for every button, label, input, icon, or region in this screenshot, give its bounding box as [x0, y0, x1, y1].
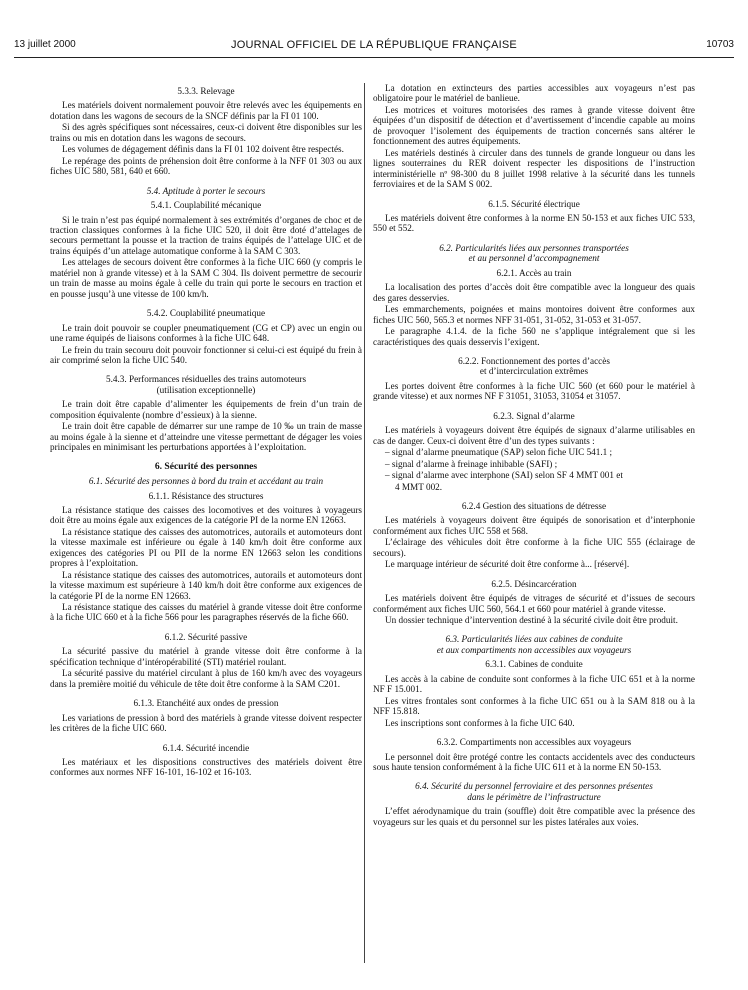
section-heading: et aux compartiments non accessibles aux voyageurs [436, 644, 632, 655]
paragraph: Si des agrès spécifiques sont nécessaires, ceux-ci doivent être disponibles sur les trains ou mis en dotation dans les wagons de secours. [50, 122, 362, 143]
paragraph: Les attelages de secours doivent être conformes à la fiche UIC 660 (y compris le matériel non à grande vitesse) et à la SAM C 304. Ils doivent permettre de secourir un train de masse au moins égale à celle du train qui porte le secours en traction et en pousse jusqu’à une vitesse de 100 km/h. [50, 257, 362, 299]
section-heading: 6.1.2. Sécurité passive [164, 631, 248, 642]
page-number: 10703 [706, 39, 734, 50]
section-heading: et d’intercirculation extrêmes [479, 366, 589, 377]
paragraph: Un dossier technique d’intervention destiné à la sécurité civile doit être produit. [385, 615, 678, 626]
paragraph: Le repérage des points de préhension doit être conforme à la NFF 01 303 ou aux fiches UIC 580, 581, 640 et 660. [50, 155, 362, 177]
page-header [14, 39, 734, 55]
section-heading: 6. Sécurité des personnes [154, 460, 258, 472]
section-heading: et au personnel d’accompagnement [468, 253, 600, 264]
paragraph: La sécurité passive du matériel à grande vitesse doit être conforme à la spécification technique d’intéropérabilité (STI) matériel roulant. [50, 646, 362, 667]
paragraph: Le train doit pouvoir se coupler pneumatiquement (CG et CP) avec un engin ou une rame équipés de liaisons conformes à la fiche UIC 648. [50, 322, 362, 344]
section-heading: 6.2.3. Signal d’alarme [493, 410, 575, 421]
section-heading: 6.1.5. Sécurité électrique [488, 198, 580, 209]
paragraph: Le paragraphe 4.1.4. de la fiche 560 ne s’applique intégralement que si les caractéristiques des quais desservis l’exigent. [373, 326, 695, 347]
section-heading: 6.3. Particularités liées aux cabines de conduite [445, 634, 623, 645]
paragraph: Les matériels à voyageurs doivent être équipés de signaux d’alarme utilisables en cas de danger. Ceux-ci doivent être d’un des types suivants : [373, 425, 695, 446]
section-heading: 6.2.1. Accès au train [496, 267, 572, 278]
paragraph: Les emmarchements, poignées et mains montoires doivent être conformes aux fiches UIC 560, 565.3 et normes NFF 31-051, 31-052, 31-053 et 31-057. [373, 304, 695, 325]
issue-date: 13 juillet 2000 [14, 39, 76, 50]
header-rule [14, 57, 734, 58]
paragraph: La résistance statique des caisses des automotrices, autorails et automoteurs dont la vitesse maximale est inférieure ou égale à 140 km/h doit être conforme aux exigences des catégories PI ou PII de la norme EN 12663 selon les conditions propres à l’exploitation. [50, 526, 362, 569]
paragraph: Les matériels doivent être équipés de vitrages de sécurité et d’issues de secours conformément aux fiches UIC 560, 564.1 et 660 pour matériel à grande vitesse. [373, 593, 695, 614]
section-heading: 5.4. Aptitude à porter le secours [146, 185, 266, 196]
paragraph: Le train doit être capable de démarrer sur une rampe de 10 ‰ un train de masse au moins égale à la sienne et d’atteindre une vitesse permettant de dégager les voies principales en minimisant les perturbations apportées à l’exploitation. [50, 421, 362, 453]
paragraph: L’effet aérodynamique du train (souffle) doit être compatible avec la présence des voyageurs sur les quais et du personnel sur les pistes latérales aux voies. [373, 806, 695, 827]
section-heading: 5.4.2. Couplabilité pneumatique [146, 308, 266, 319]
section-heading: 6.2.4 Gestion des situations de détresse [461, 500, 607, 511]
journal-title: JOURNAL OFFICIEL DE LA RÉPUBLIQUE FRANÇAISE [231, 39, 517, 51]
section-heading: 6.4. Sécurité du personnel ferroviaire et des personnes présentes [415, 781, 653, 792]
section-heading: 6.3.1. Cabines de conduite [485, 659, 583, 670]
section-heading: 6.1.1. Résistance des structures [148, 490, 264, 501]
paragraph: Les matériaux et les dispositions constructives des matériels doivent être conformes aux normes NFF 16-101, 16-102 et 16-103. [50, 757, 362, 778]
paragraph: Les motrices et voitures motorisées des rames à grande vitesse doivent être équipées d’un dispositif de détection et d’avertissement d’incendie capable au moins de provoquer l’isolement des équipements de traction concernés sans altérer le fonctionnement des autres équipements. [373, 104, 695, 147]
section-heading: 6.1. Sécurité des personnes à bord du train et accédant au train [88, 476, 324, 487]
section-heading: 5.3.3. Relevage [177, 86, 235, 96]
paragraph: Les vitres frontales sont conformes à la fiche UIC 651 ou à la SAM 818 ou à la NFF 15.818. [373, 695, 695, 717]
section-heading: dans le périmètre de l’infrastructure [467, 791, 601, 802]
section-heading: 6.1.3. Etanchéité aux ondes de pression [133, 698, 279, 709]
paragraph: La localisation des portes d’accès doit être compatible avec la longueur des quais des gares desservies. [373, 282, 695, 303]
left-column [50, 83, 362, 963]
paragraph: Les matériels doivent être conformes à la norme EN 50-153 et aux fiches UIC 533, 550 et 552. [373, 212, 695, 234]
paragraph: L’éclairage des véhicules doit être conforme à la fiche UIC 555 (éclairage de secours). [373, 537, 695, 558]
section-heading: 5.4.3. Performances résiduelles des trains automoteurs [105, 374, 307, 385]
paragraph: Les matériels destinés à circuler dans des tunnels de grande longueur ou dans les lignes souterraines du RER doivent respecter les dispositions de l’instruction interministérielle nº 98-300 du 8 juillet 1998 relative à la sécurité dans les tunnels ferroviaires et de la SAM S 002. [373, 147, 695, 190]
paragraph: La résistance statique des caisses des locomotives et des voitures à voyageurs doit être au moins égale aux exigences de la catégorie PI de la norme EN 12663. [50, 504, 362, 526]
list-item: – signal d’alarme avec interphone (SAI) selon SF 4 MMT 001 et [385, 470, 623, 481]
paragraph: Le marquage intérieur de sécurité doit être conforme à... [réservé]. [385, 559, 630, 570]
paragraph: La résistance statique des caisses du matériel à grande vitesse doit être conforme à la fiche UIC 660 et à la fiche 566 pour les paragraphes réservés de la fiche 660. [50, 602, 362, 623]
paragraph: Le frein du train secouru doit pouvoir fonctionner si celui-ci est équipé du frein à air comprimé selon la fiche UIC 540. [50, 344, 362, 365]
paragraph: Si le train n’est pas équipé normalement à ses extrémités d’organes de choc et de traction classiques conformes à la fiche UIC 520, il doit être doté d’attelages de secours permettant la pousse et la traction de trains équipés de l’attelage UIC et de trains équipés d’un attelage automatique conforme à la SAM C 303. [50, 214, 362, 256]
section-heading: (utilisation exceptionnelle) [156, 384, 256, 395]
paragraph: Le personnel doit être protégé contre les contacts accidentels avec des conducteurs sous haute tension conformément à la fiche UIC 611 et à la norme EN 50-153. [373, 751, 695, 773]
paragraph: La dotation en extincteurs des parties accessibles aux voyageurs n’est pas obligatoire pour le matériel de banlieue. [373, 83, 695, 104]
paragraph: Les inscriptions sont conformes à la fiche UIC 640. [385, 717, 575, 728]
paragraph: Le train doit être capable d’alimenter les équipements de frein d’un train de composition équivalente (nombre d’essieux) à la sienne. [50, 399, 362, 420]
list-item-continuation: 4 MMT 002. [395, 481, 443, 492]
section-heading: 6.2. Particularités liées aux personnes transportées [439, 242, 629, 253]
paragraph: La résistance statique des caisses des automotrices, autorails et automoteurs dont la vitesse maximum est supérieure à 140 km/h doit être conforme aux exigences de la catégorie PI de la norme EN 12663. [50, 569, 362, 601]
paragraph: Les portes doivent être conformes à la fiche UIC 560 (et 660 pour le matériel à grande vitesse) et aux normes NF F 31051, 31053, 31054 et 31057. [373, 380, 695, 402]
paragraph: Les variations de pression à bord des matériels à grande vitesse doivent respecter les critères de la fiche UIC 660. [50, 712, 362, 734]
section-heading: 6.2.5. Désincarcération [491, 578, 577, 589]
paragraph: Les matériels doivent normalement pouvoir être relevés avec les équipements en dotation dans les wagons de secours de la SNCF définis par la FI 01 100. [50, 100, 362, 121]
paragraph: Les matériels à voyageurs doivent être équipés de sonorisation et d’interphonie conformément aux fiches UIC 558 et 568. [373, 515, 695, 536]
section-heading: 5.4.1. Couplabilité mécanique [150, 200, 262, 211]
list-item: – signal d’alarme à freinage inhibable (SAFI) ; [385, 458, 558, 469]
paragraph: La sécurité passive du matériel circulant à plus de 160 km/h avec des voyageurs dans la première moitié du véhicule de tête doit être conforme à la SAM C201. [50, 668, 362, 689]
right-column [373, 83, 695, 963]
list-item: – signal d’alarme pneumatique (SAP) selon fiche UIC 541.1 ; [385, 447, 613, 458]
paragraph: Les accès à la cabine de conduite sont conformes à la fiche UIC 651 et à la norme NF F 15.001. [373, 673, 695, 695]
paragraph: Les volumes de dégagement définis dans la FI 01 102 doivent être respectés. [62, 144, 344, 155]
section-heading: 6.3.2. Compartiments non accessibles aux voyageurs [436, 737, 632, 748]
section-heading: 6.1.4. Sécurité incendie [162, 742, 250, 753]
column-divider [364, 83, 365, 963]
section-heading: 6.2.2. Fonctionnement des portes d’accès [458, 355, 610, 366]
